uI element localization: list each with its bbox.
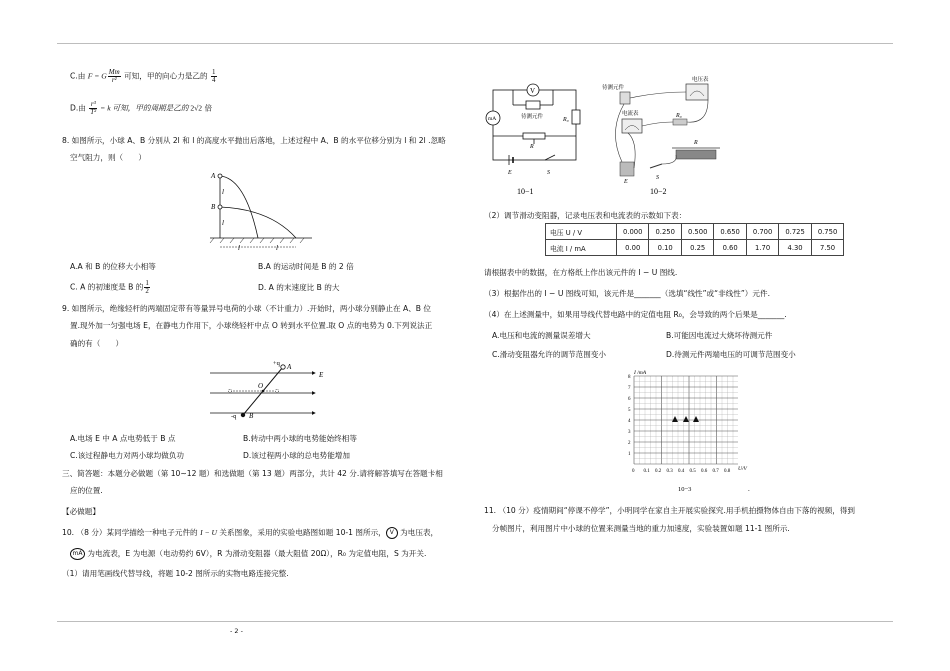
fig-label-B: B bbox=[249, 412, 254, 420]
fig-label-l1: l bbox=[222, 188, 224, 196]
table-cell: 0.650 bbox=[714, 224, 746, 240]
fig-ammeter-label: mA bbox=[488, 116, 497, 122]
q8-option-d: D. A 的末速度比 B 的大 bbox=[258, 283, 340, 292]
apparatus-photo-10-2 bbox=[598, 72, 728, 198]
iu-data-table bbox=[545, 223, 844, 256]
fig-r-label: R bbox=[530, 144, 534, 150]
fig-label-minus-q: -q bbox=[231, 413, 237, 420]
graph-ytick: 7 bbox=[628, 386, 631, 391]
graph-ytick: 4 bbox=[628, 419, 631, 424]
fig-label-A: A bbox=[287, 363, 292, 371]
section-3-line1: 三、简答题：本题分必做题（第 10~12 题）和选做题（第 13 题）两部分，共计 42 分.请将解答填写在答题卡相 bbox=[62, 469, 443, 478]
table-cell: 0.750 bbox=[811, 224, 843, 240]
table-cell: 0.700 bbox=[746, 224, 778, 240]
fig-r0-label: R₀ bbox=[563, 117, 569, 123]
q11-stem-line2: 分帧图片，利用图片中小球的位置来测量当地的重力加速度，实验装置如题 11-1 图所示. bbox=[492, 524, 790, 533]
graph-ytick: 3 bbox=[628, 430, 631, 435]
fig-label-A: A bbox=[211, 172, 216, 180]
graph-xtick: 0.5 bbox=[689, 469, 696, 474]
fig-e-label: E bbox=[624, 179, 628, 185]
q10-option-b: B.可能因电流过大烧坏待测元件 bbox=[666, 331, 773, 340]
graph-xtick: 0.7 bbox=[712, 469, 719, 474]
graph-ytick: 8 bbox=[628, 375, 631, 380]
table-cell: 0.725 bbox=[779, 224, 811, 240]
q9-option-a: A.电场 E 中 A 点电势低于 B 点 bbox=[70, 434, 176, 443]
graph-xlabel: U/V bbox=[738, 466, 747, 472]
fig-label-E: E bbox=[319, 371, 324, 379]
section-3-line2: 应的位置. bbox=[70, 486, 103, 495]
fig-s-label: S bbox=[547, 170, 550, 176]
graph-ylabel: I /mA bbox=[634, 370, 647, 376]
graph-xtick: 0.4 bbox=[678, 469, 685, 474]
fig-r0-label: R₀ bbox=[676, 113, 682, 119]
table-cell: 0.000 bbox=[617, 224, 649, 240]
table-cell: 1.70 bbox=[746, 240, 778, 256]
voltmeter-symbol: V bbox=[386, 527, 398, 539]
q8-option-b: B.A 的运动时间是 B 的 2 倍 bbox=[258, 262, 354, 271]
table-cell: 7.50 bbox=[811, 240, 843, 256]
q10-option-c: C.滑动变阻器允许的调节范围变小 bbox=[492, 350, 607, 359]
fig-voltmeter-label: V bbox=[530, 87, 536, 95]
q9-option-b: B.转动中两小球的电势能始终相等 bbox=[243, 434, 357, 443]
q10-part3: （3）根据作出的 I − U 图线可知，该元件是_______（选填“线性”或“非线性”）元件. bbox=[484, 289, 770, 298]
graph-ytick: 1 bbox=[628, 452, 631, 457]
fig-label-plus-q: +q bbox=[273, 360, 280, 367]
fig-label-B: B bbox=[211, 203, 216, 211]
graph-xtick: 0.2 bbox=[655, 469, 662, 474]
q10-part2: （2）调节滑动变阻器，记录电压表和电流表的示数如下表： bbox=[484, 211, 687, 220]
top-rule bbox=[57, 43, 893, 44]
q10-stem-line1: 10. （8 分）某同学描绘一种电子元件的 I − U 关系图象，采用的实验电路图如题 10-1 图所示， V 为电压表， bbox=[62, 528, 439, 537]
table-cell: 4.30 bbox=[779, 240, 811, 256]
q8-stem-line1: 8. 如图所示，小球 A、B 分别从 2l 和 l 的高度水平抛出后落地，上述过程中 A、B 的水平位移分别为 l 和 2l .忽略 bbox=[62, 136, 446, 145]
graph-xtick: 0 bbox=[632, 469, 635, 474]
q9-stem-line2: 置.现外加一匀强电场 E，在静电力作用下，小球绕轻杆中点 O 转到水平位置.取 O 点的电势为 0.下列说法正 bbox=[70, 321, 433, 330]
fig-label-l3: l bbox=[238, 244, 240, 252]
fig-label-l2: l bbox=[222, 219, 224, 227]
fig-label-O: O bbox=[258, 382, 264, 390]
table-cell: 0.00 bbox=[617, 240, 649, 256]
table-row bbox=[546, 240, 844, 256]
fig-s-label: S bbox=[656, 175, 659, 181]
table-cell: 0.250 bbox=[649, 224, 681, 240]
q10-option-d: D.待测元件两端电压的可调节范围变小 bbox=[666, 350, 796, 359]
figure-10-3-label: 10−3 bbox=[678, 486, 692, 493]
graph-xtick: 0.8 bbox=[724, 469, 731, 474]
figure-10-1-label: 10−1 bbox=[517, 187, 534, 196]
table-row-head: 电流 I / mA bbox=[546, 240, 617, 256]
table-cell: 0.10 bbox=[649, 240, 681, 256]
table-row bbox=[546, 224, 844, 240]
fig-voltmeter-label: 电压表 bbox=[692, 77, 709, 83]
fig-r-label: R bbox=[694, 140, 698, 146]
q8-option-a: A.A 和 B 的位移大小相等 bbox=[70, 262, 156, 271]
q10-part2-instruction: 请根据表中的数据，在方格纸上作出该元件的 I − U 图线. bbox=[484, 268, 678, 277]
q11-stem-line1: 11. （10 分）疫情期间“停课不停学”，小明同学在家自主开展实验探究.用手机拍摄物体自由下落的视频，得到 bbox=[484, 506, 855, 515]
q9-option-c: C.该过程静电力对两小球均做负功 bbox=[70, 451, 185, 460]
q10-part4: （4）在上述测量中，如果用导线代替电路中的定值电阻 R₀，会导致的两个后果是_______. bbox=[484, 310, 787, 319]
bottom-rule bbox=[57, 621, 893, 622]
table-cell: 0.500 bbox=[681, 224, 713, 240]
page-number: - 2 - bbox=[230, 627, 243, 635]
q9-stem-line3: 确的有（ ） bbox=[70, 339, 124, 348]
ammeter-symbol: mA bbox=[70, 548, 85, 560]
graph-xtick: 0.6 bbox=[701, 469, 708, 474]
figure-10-2-label: 10−2 bbox=[650, 187, 667, 196]
q8-option-c: C. A 的初速度是 B 的 $\frac{1}{2}$ bbox=[70, 279, 149, 295]
circuit-diagram-10-1 bbox=[483, 78, 588, 198]
graph-xtick: 0.3 bbox=[666, 469, 673, 474]
q10-option-a: A.电压和电流的测量误差增大 bbox=[492, 331, 591, 340]
graph-ytick: 6 bbox=[628, 397, 631, 402]
graph-xtick: 0.1 bbox=[643, 469, 650, 474]
option-d-line: D.由 $\frac{\text{r³}}{\text{T²}}$ = k 可知，甲的周期是乙的 2√2 倍 bbox=[70, 100, 213, 116]
graph-dot: . bbox=[748, 485, 750, 493]
q9-stem-line1: 9. 如图所示，绝缘轻杆的两端固定带有等量异号电荷的小球（不计重力）.开始时，两小球分别静止在 A、B 位 bbox=[62, 304, 432, 313]
table-row-head: 电压 U / V bbox=[546, 224, 617, 240]
fig-label-l4: l bbox=[276, 244, 278, 252]
iu-graph-paper bbox=[620, 366, 760, 500]
q10-part1: （1）请用笔画线代替导线，将题 10-2 图所示的实物电路连接完整. bbox=[62, 569, 289, 578]
graph-ytick: 2 bbox=[628, 441, 631, 446]
table-cell: 0.25 bbox=[681, 240, 713, 256]
fig-ammeter-label: 电流表 bbox=[622, 111, 639, 117]
fig-part-label: 待测元件 bbox=[602, 85, 625, 91]
fig-part-label: 待测元件 bbox=[521, 114, 544, 120]
required-heading: 【必做题】 bbox=[62, 507, 100, 516]
q9-option-d: D.该过程两小球的总电势能增加 bbox=[243, 451, 350, 460]
fig-e-label: E bbox=[508, 170, 512, 176]
q10-stem-line2: mA 为电流表，E 为电源（电动势约 6V），R 为滑动变阻器（最大阻值 20Ω），R₀ 为定值电阻，S 为开关. bbox=[70, 548, 426, 560]
table-cell: 0.60 bbox=[714, 240, 746, 256]
q8-projectile-figure bbox=[200, 166, 320, 252]
q8-stem-line2: 空气阻力，则（ ） bbox=[70, 153, 146, 162]
graph-ytick: 5 bbox=[628, 408, 631, 413]
option-c-line: C.由 F = G $\frac{Mm}{\text{r²}}$ 可知，甲的向心力是乙的 $\frac{1}{4}$ bbox=[70, 68, 216, 84]
q9-field-figure bbox=[205, 355, 330, 425]
